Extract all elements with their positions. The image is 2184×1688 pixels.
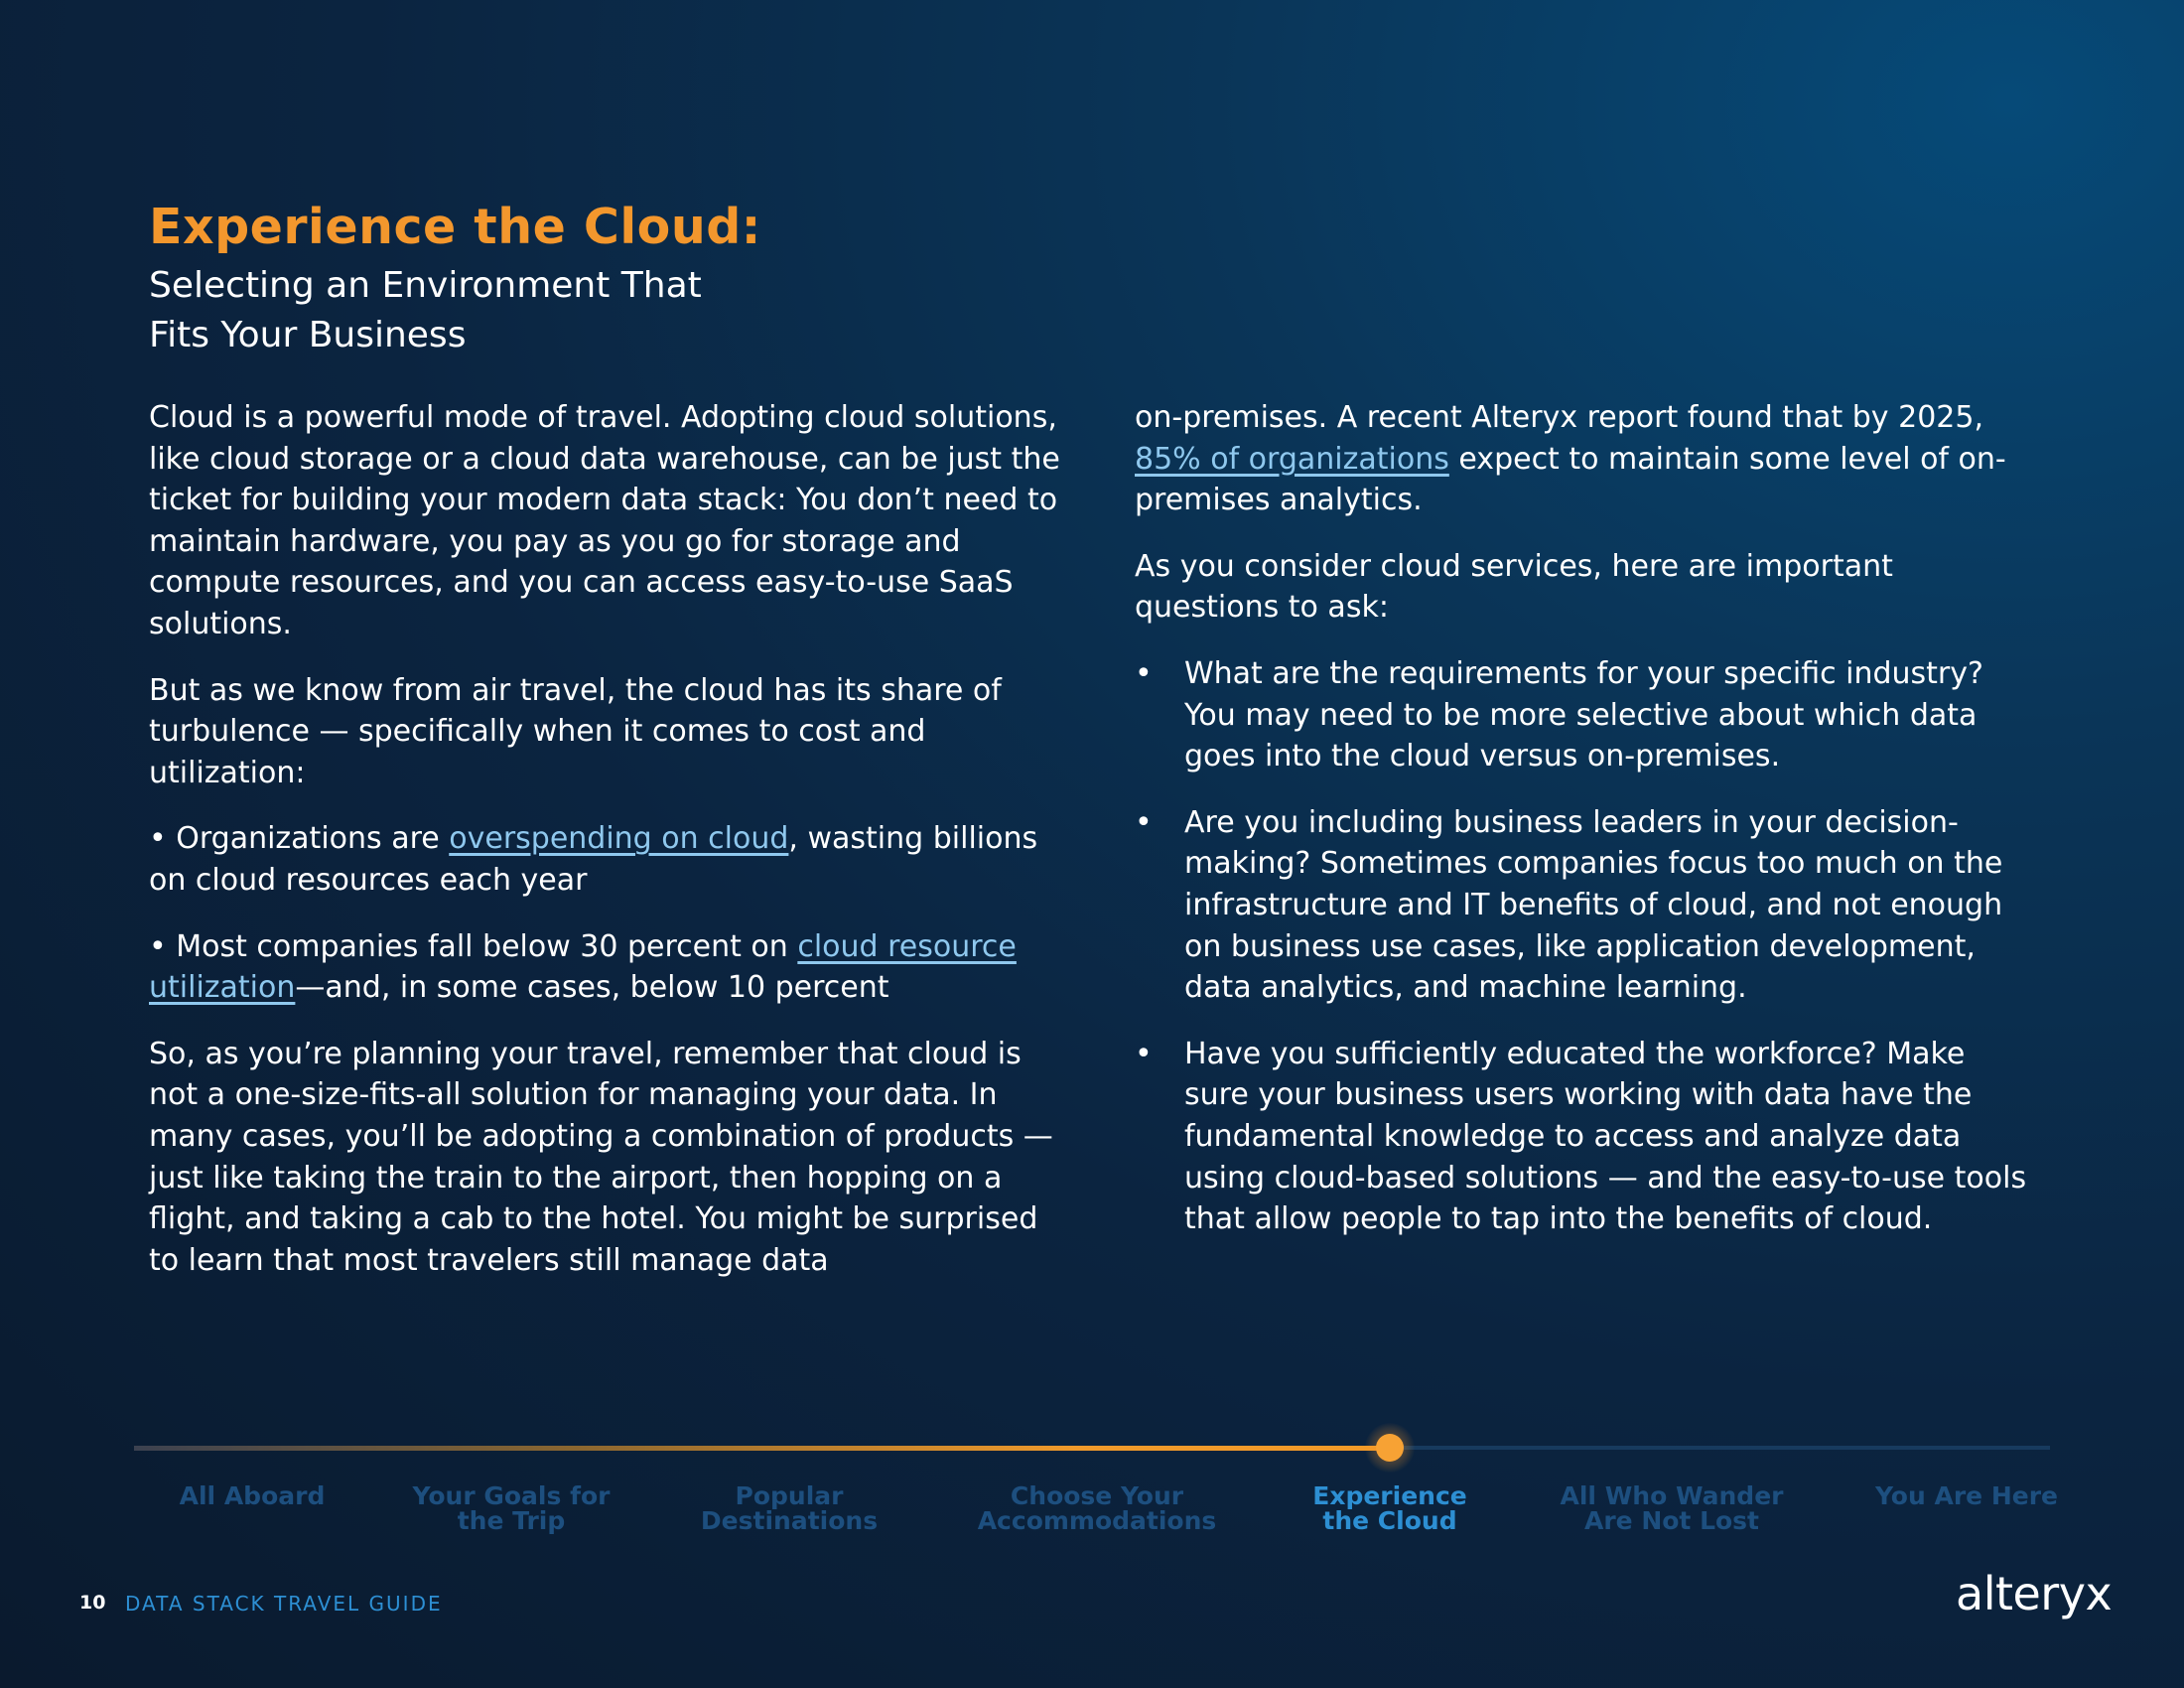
cloud-resource-utilization-link[interactable]: cloud resource utilization (149, 928, 1017, 1006)
question-text: Are you including business leaders in your decision-making? Sometimes companies focus too much on the infrastructure and IT benefits of cloud, and not enough on business use cases, like application development, data analytics, and machine learning. (1184, 804, 2003, 1006)
utilization-bullet (149, 926, 1062, 1009)
nav-item-experience-cloud[interactable] (1261, 1483, 1519, 1533)
nav-label: Destinations (700, 1506, 879, 1535)
list-item (1135, 1034, 2028, 1240)
nav-label: Are Not Lost (1583, 1506, 1760, 1535)
nav-label: Experience (1312, 1481, 1467, 1510)
current-section-marker-icon (1376, 1434, 1404, 1462)
overspending-bullet-text-end: , wasting billions on cloud resources each year (149, 821, 1038, 898)
nav-label: Choose Your (1010, 1481, 1184, 1510)
list-item (1135, 802, 2028, 1009)
nav-label: Your Goals for (412, 1481, 611, 1510)
nav-item-popular-destinations[interactable] (660, 1483, 918, 1533)
nav-label: All Who Wander (1560, 1481, 1784, 1510)
question-text: What are the requirements for your specific industry? You may need to be more selective about which data goes into the cloud versus on-premises. (1184, 655, 1983, 774)
turbulence-paragraph: But as we know from air travel, the cloud has its share of turbulence — specifically when it comes to cost and utilization: (149, 672, 1002, 790)
on-premises-text-end: expect to maintain some level of on-premises analytics. (1135, 441, 2006, 518)
list-item (1135, 653, 2028, 777)
questions-list (1135, 653, 2028, 1240)
nav-item-your-goals[interactable] (382, 1483, 640, 1533)
subtitle-line-1: Selecting an Environment That (149, 265, 702, 306)
intro-paragraph: Cloud is a powerful mode of travel. Adopting cloud solutions, like cloud storage or a cloud data warehouse, can be just the ticket for building your modern data stack: You don’t need to maintain hardware, you pay as you go for storage and compute resources, and you can access easy-to-use SaaS solutions. (149, 400, 1060, 641)
bullet-icon: • (1135, 804, 1153, 840)
nav-label: All Aboard (179, 1481, 326, 1510)
overspending-bullet (149, 818, 1062, 901)
page-number: 10 (79, 1592, 106, 1614)
guide-title: DATA STACK TRAVEL GUIDE (125, 1592, 443, 1616)
questions-intro: As you consider cloud services, here are important questions to ask: (1135, 548, 1893, 626)
nav-label: the Cloud (1322, 1506, 1457, 1535)
utilization-bullet-text-end: —and, in some cases, below 10 percent (295, 970, 889, 1006)
progress-fill (134, 1446, 1390, 1451)
on-premises-text: on-premises. A recent Alteryx report found that by 2025, (1135, 400, 1983, 435)
subtitle-line-2: Fits Your Business (149, 315, 467, 355)
utilization-bullet-text: • Most companies fall below 30 percent on (149, 928, 798, 964)
85-percent-organizations-link[interactable]: 85% of organizations (1135, 441, 1449, 477)
left-column (149, 397, 1062, 1306)
overspending-bullet-text: • Organizations are (149, 821, 450, 857)
page-title: Experience the Cloud: (149, 199, 761, 255)
alteryx-logo: alteryx (1956, 1567, 2113, 1620)
nav-label: You Are Here (1875, 1481, 2058, 1510)
bullet-icon: • (1135, 1036, 1153, 1071)
nav-item-all-who-wander[interactable] (1543, 1483, 1801, 1533)
nav-label: Accommodations (977, 1506, 1217, 1535)
nav-item-choose-accommodations[interactable] (968, 1483, 1226, 1533)
on-premises-paragraph (1135, 397, 2028, 521)
nav-label: Popular (735, 1481, 844, 1510)
page-subtitle (149, 261, 844, 360)
nav-item-all-aboard[interactable] (123, 1483, 381, 1508)
question-text: Have you sufficiently educated the workforce? Make sure your business users working with data have the fundamental knowledge to access and analyze data using cloud-based solutions — and the easy-to-use tools that allow people to tap into the benefits of cloud. (1184, 1036, 2027, 1237)
planning-paragraph: So, as you’re planning your travel, remember that cloud is not a one-size-fits-all solution for managing your data. In many cases, you’ll be adopting a combination of products — just like taking the train to the airport, then hopping on a flight, and taking a cab to the hotel. You might be surprised to learn that most travelers still manage data (149, 1036, 1053, 1278)
bullet-icon: • (1135, 655, 1153, 691)
right-column (1135, 397, 2028, 1265)
nav-item-you-are-here[interactable] (1838, 1483, 2096, 1508)
nav-label: the Trip (457, 1506, 566, 1535)
overspending-on-cloud-link[interactable]: overspending on cloud (449, 821, 789, 857)
